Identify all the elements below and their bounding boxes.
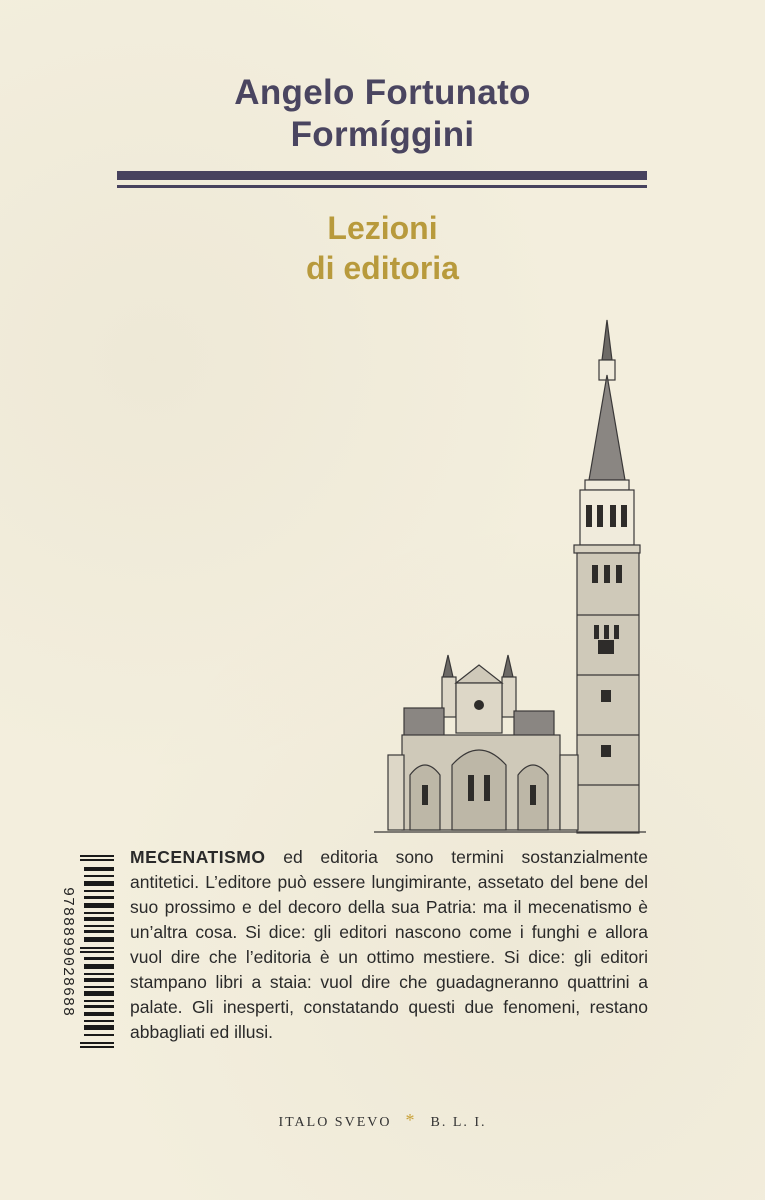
asterisk-icon: * xyxy=(405,1110,417,1130)
publisher-line xyxy=(0,1110,765,1131)
title-rule-thick xyxy=(117,171,647,180)
author-name xyxy=(0,72,765,156)
title-line-1: Lezioni xyxy=(327,210,438,246)
cathedral-tower-illustration xyxy=(370,315,650,835)
blurb-lead-word: MECENATISMO xyxy=(130,847,266,867)
title-line-2: di editoria xyxy=(306,250,459,286)
author-line-2: Formíggini xyxy=(290,115,475,154)
back-cover-blurb xyxy=(130,845,648,1045)
series-name: B. L. I. xyxy=(430,1115,487,1130)
author-line-1: Angelo Fortunato xyxy=(234,73,531,112)
title-rule-thin xyxy=(117,185,647,188)
publisher-name: ITALO SVEVO xyxy=(278,1115,392,1130)
blurb-text: ed editoria sono termini sostanzialmente antitetici. L’editore può essere lungimirante, assetato del bene del suo prossimo e del decoro della sua Patria: ma il mecenatismo è un’altra cosa. Si dice: gli editori nascono come i funghi e allora vuol dire che l’editoria è un ottimo mestiere. Si dice: gli editori stampano libri a staia: vuol dire che guadagneranno quattrini a palate. Gli inesperti, constatando questi due fenomeni, restano abbagliati ed illusi. xyxy=(130,847,648,1042)
book-title xyxy=(0,208,765,288)
isbn-number: 9788899028688 xyxy=(59,887,76,1018)
